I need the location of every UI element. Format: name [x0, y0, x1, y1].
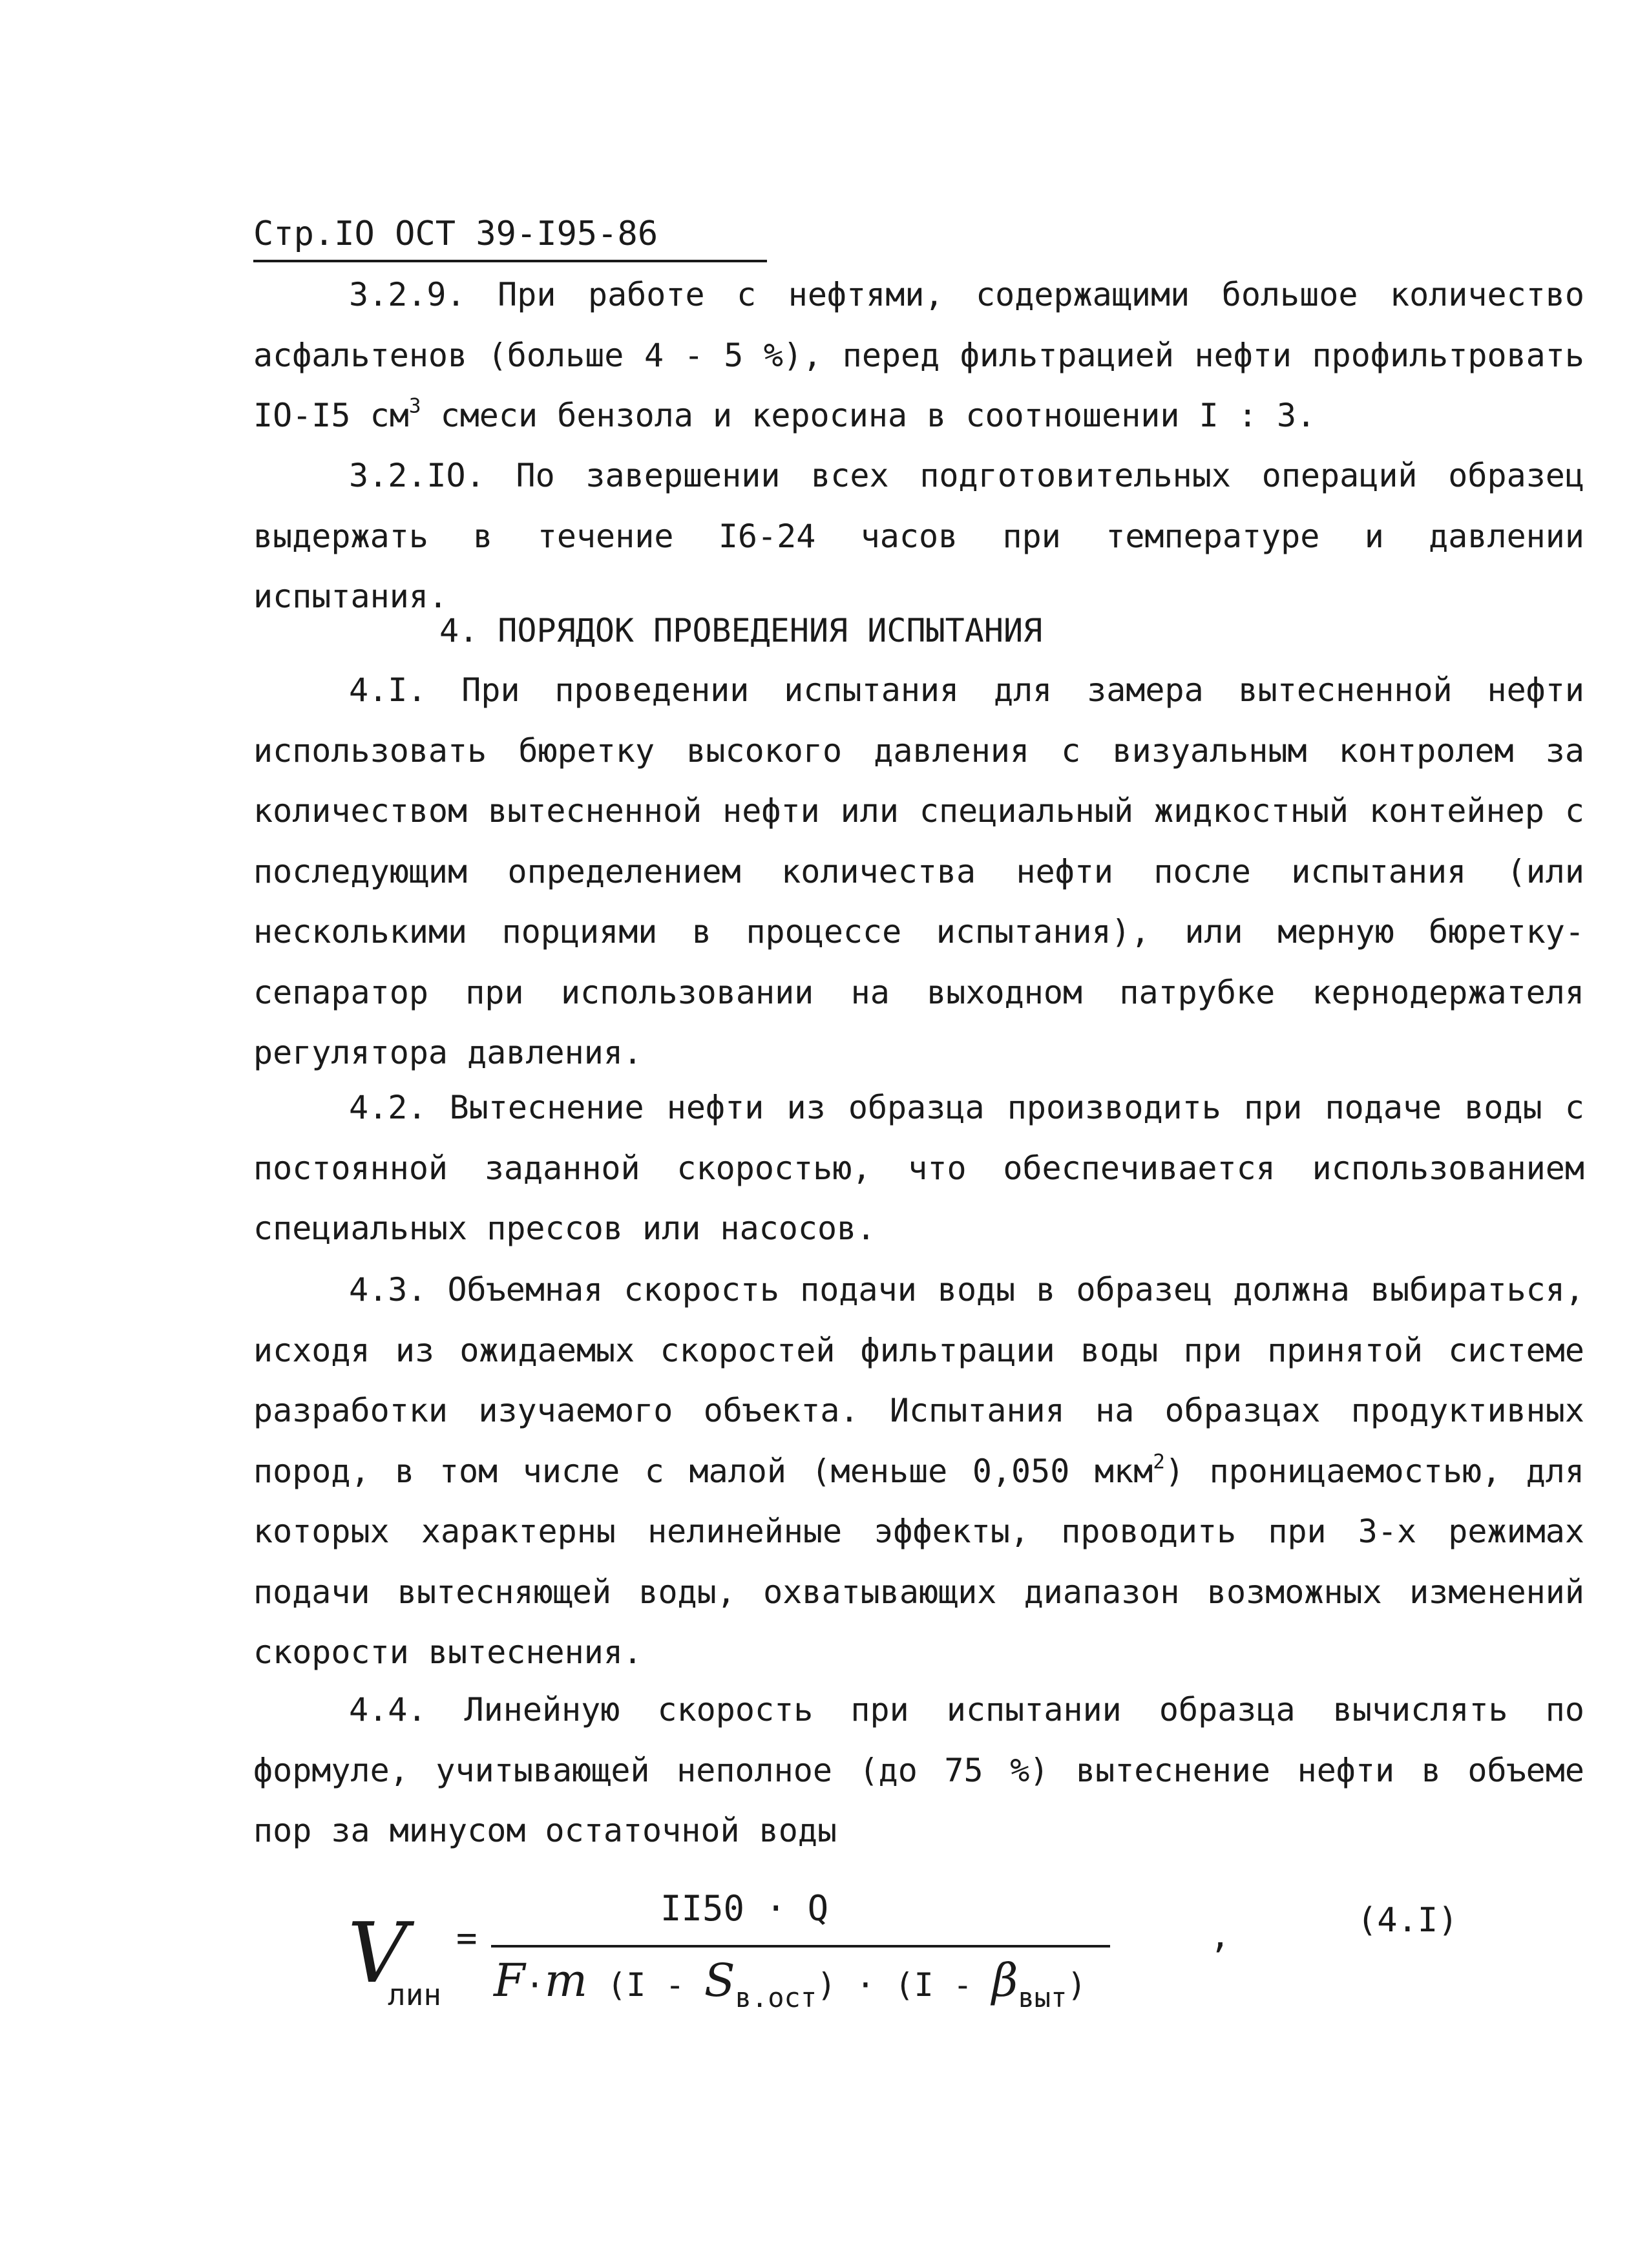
formula-den-S: S	[704, 1954, 735, 2007]
paragraph-4-3-tail: ) проницаемостью, для которых характерны нелинейные эффекты, проводить при 3-х режимах подачи вытесняющей воды, охватывающих диапазон возможных изменений скорости вытеснения.	[253, 1452, 1585, 1671]
paragraph-4-2: 4.2. Вытеснение нефти из образца производить при подаче воды с постоянной заданной скоростью, что обеспечивается использованием специальных прессов или насосов.	[253, 1089, 1584, 1247]
formula-den-beta-sub: выт	[1018, 1981, 1067, 2013]
formula-denominator	[494, 1954, 1086, 2013]
formula-den-m: m	[544, 1954, 588, 2007]
formula-comma: ,	[1210, 1915, 1231, 1956]
formula-4-1	[0, 1887, 1649, 2055]
section-heading: 4. ПОРЯДОК ПРОВЕДЕНИЯ ИСПЫТАНИЯ	[439, 612, 1043, 649]
formula-numerator: II50 · Q	[660, 1888, 829, 1929]
paragraph-3-2-10: 3.2.IO. По завершении всех подготовительных операций образец выдержать в течение I6-24 часов при температуре и давлении испытания.	[253, 457, 1584, 615]
paragraph-4-4: 4.4. Линейную скорость при испытании образца вычислять по формуле, учитывающей неполное (до 75 %) вытеснение нефти в объеме пор за минусом остаточной воды	[253, 1691, 1584, 1849]
paragraph-3-2-9-tail: смеси бензола и керосина в соотношении I : 3.	[421, 397, 1316, 434]
formula-den-F: F	[494, 1954, 525, 2007]
paragraph-3-2-9-text: 3.2.9. При работе с нефтями, содержащими большое количество асфальтенов (больше 4 - 5 %), перед фильтрацией нефти профильтровать IO-I5 см	[253, 276, 1584, 434]
paragraph-4-1: 4.I. При проведении испытания для замера вытесненной нефти использовать бюретку высокого давления с визуальным контролем за количеством вытесненной нефти или специальный жидкостный контейнер с последующим определением количества нефти после испытания (или несколькими порциями в процессе испытания), или мерную бюретку-сепаратор при использовании на выходном патрубке кернодержателя регулятора давления.	[253, 671, 1584, 1071]
formula-den-dot: ·	[525, 1966, 545, 2004]
formula-equals-sign: =	[456, 1918, 478, 1958]
formula-fraction-line	[491, 1945, 1110, 1948]
equation-number: (4.I)	[1357, 1901, 1458, 1940]
formula-lhs-subscript: лин	[388, 1977, 442, 2012]
paragraph-4-3	[253, 1260, 1584, 1683]
formula-den-S-sub: в.ост	[735, 1981, 817, 2013]
formula-den-part2: ) · (I -	[817, 1966, 993, 2004]
formula-den-beta: β	[992, 1954, 1018, 2007]
paragraph-4-3-text: 4.3. Объемная скорость подачи воды в образец должна выбираться, исходя из ожидаемых скоростей фильтрации воды при принятой системе разработки изучаемого объекта. Испытания на образцах продуктивных пород, в том числе с малой (меньше 0,050 мкм	[253, 1271, 1584, 1490]
superscript-2: 2	[1153, 1449, 1165, 1473]
formula-den-part1: (I -	[607, 1966, 704, 2004]
paragraph-3-2-9	[253, 265, 1584, 446]
formula-lhs-symbol: V	[348, 1906, 408, 2002]
superscript-3: 3	[408, 394, 421, 418]
formula-den-part3: )	[1067, 1966, 1087, 2004]
page-header: Стр.IO ОСТ 39-I95-86	[253, 208, 767, 262]
